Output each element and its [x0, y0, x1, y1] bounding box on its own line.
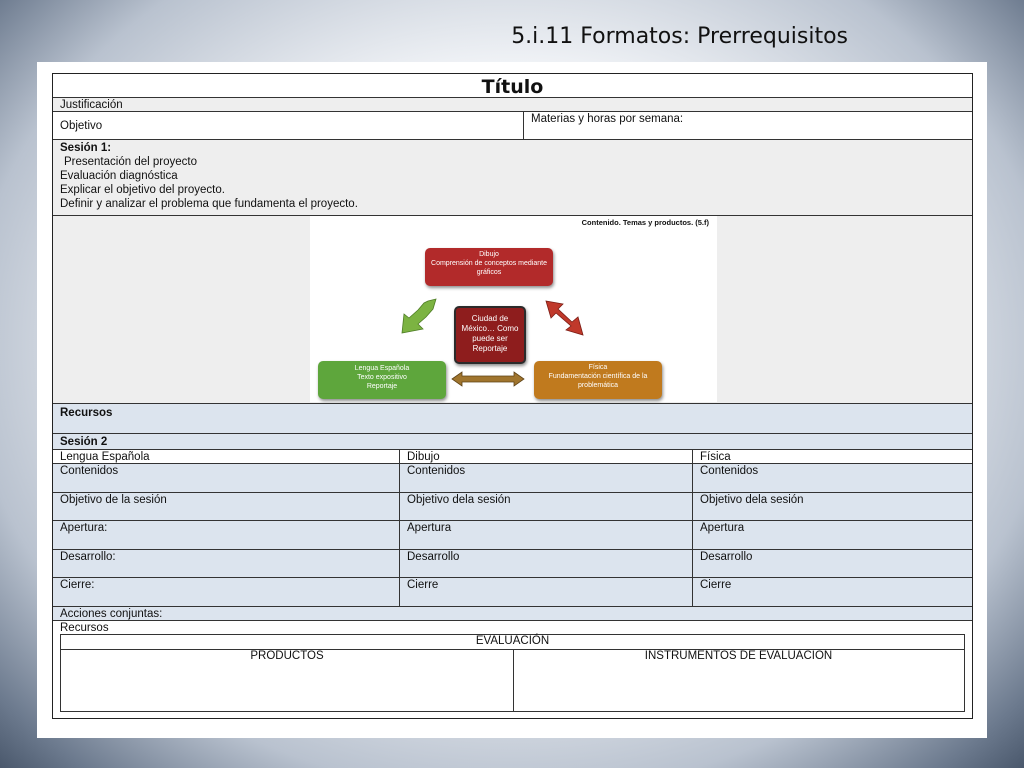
- evaluacion-row: [53, 634, 972, 718]
- table-cell: Contenidos: [692, 464, 972, 492]
- table-cell: Apertura:: [60, 522, 108, 534]
- table-cell: Objetivo dela sesión: [399, 493, 692, 520]
- justificacion-label: Justificación: [60, 99, 123, 111]
- green-arrow: [402, 299, 436, 333]
- diagram-row: [53, 216, 972, 404]
- justificacion-row: [53, 98, 972, 112]
- evaluacion-table: [60, 634, 965, 712]
- table-row: [53, 464, 972, 493]
- acciones-row: [53, 607, 972, 621]
- sesion1-row: [53, 140, 972, 216]
- recursos2-row: [53, 621, 972, 634]
- table-cell: Contenidos: [399, 464, 692, 492]
- sesion2-label: Sesión 2: [60, 436, 108, 448]
- table-row: [53, 578, 972, 607]
- center-box: Ciudad de México… Como puede ser Reportaje: [454, 306, 526, 364]
- recursos-label: Recursos: [60, 407, 113, 419]
- table-cell: Desarrollo: [692, 550, 972, 577]
- col-dibujo: Dibujo: [399, 450, 692, 463]
- content-diagram: [310, 216, 717, 402]
- recursos-row: [53, 404, 972, 434]
- sesion1-heading: Sesión 1:: [60, 142, 112, 154]
- sesion1-line: Explicar el objetivo del proyecto.: [60, 184, 225, 196]
- materias-label: Materias y horas por semana:: [523, 112, 972, 139]
- brown-arrow: [452, 372, 524, 386]
- col-lengua: Lengua Española: [60, 451, 150, 463]
- table-cell: Desarrollo:: [60, 551, 116, 563]
- diagram-arrows: [310, 216, 717, 402]
- table-cell: Contenidos: [60, 465, 119, 477]
- table-cell: Desarrollo: [399, 550, 692, 577]
- form-title-row: [53, 74, 972, 98]
- table-cell: Apertura: [399, 521, 692, 549]
- lengua-box: Lengua Española Texto expositivo Reportaje: [318, 361, 446, 399]
- planning-form: [52, 73, 973, 719]
- instrumentos-header: INSTRUMENTOS DE EVALUACION: [644, 650, 833, 662]
- sesion1-line: Evaluación diagnóstica: [60, 170, 178, 182]
- productos-header: PRODUCTOS: [61, 649, 514, 711]
- recursos2-label: Recursos: [60, 622, 109, 634]
- form-title: Título: [481, 76, 544, 98]
- objetivo-label: Objetivo: [60, 120, 103, 132]
- dibujo-box: Dibujo Comprensión de conceptos mediante gráficos: [425, 248, 553, 286]
- table-cell: Objetivo de la sesión: [60, 494, 167, 506]
- sesion2-row: [53, 434, 972, 450]
- col-fisica: Física: [692, 450, 972, 463]
- table-row: [53, 493, 972, 521]
- acciones-label: Acciones conjuntas:: [60, 608, 163, 620]
- form-sheet: [37, 62, 987, 738]
- fisica-box: Física Fundamentación científica de la problemática: [534, 361, 662, 399]
- red-arrow: [546, 301, 583, 335]
- table-cell: Cierre: [399, 578, 692, 606]
- sesion1-line: Definir y analizar el problema que fundamenta el proyecto.: [60, 198, 358, 210]
- table-cell: Cierre: [692, 578, 972, 606]
- table-cell: Objetivo dela sesión: [692, 493, 972, 520]
- slide-title: 5.i.11 Formatos: Prerrequisitos: [511, 24, 848, 49]
- diagram-caption: Contenido. Temas y productos. (5.f): [581, 218, 709, 227]
- table-row: [53, 550, 972, 578]
- subject-header-row: [53, 450, 972, 464]
- evaluacion-heading: EVALUACIÓN: [61, 635, 964, 650]
- objetivo-row: [53, 112, 972, 140]
- sesion1-line: Presentación del proyecto: [64, 156, 197, 168]
- table-cell: Apertura: [692, 521, 972, 549]
- table-cell: Cierre:: [60, 579, 95, 591]
- table-row: [53, 521, 972, 550]
